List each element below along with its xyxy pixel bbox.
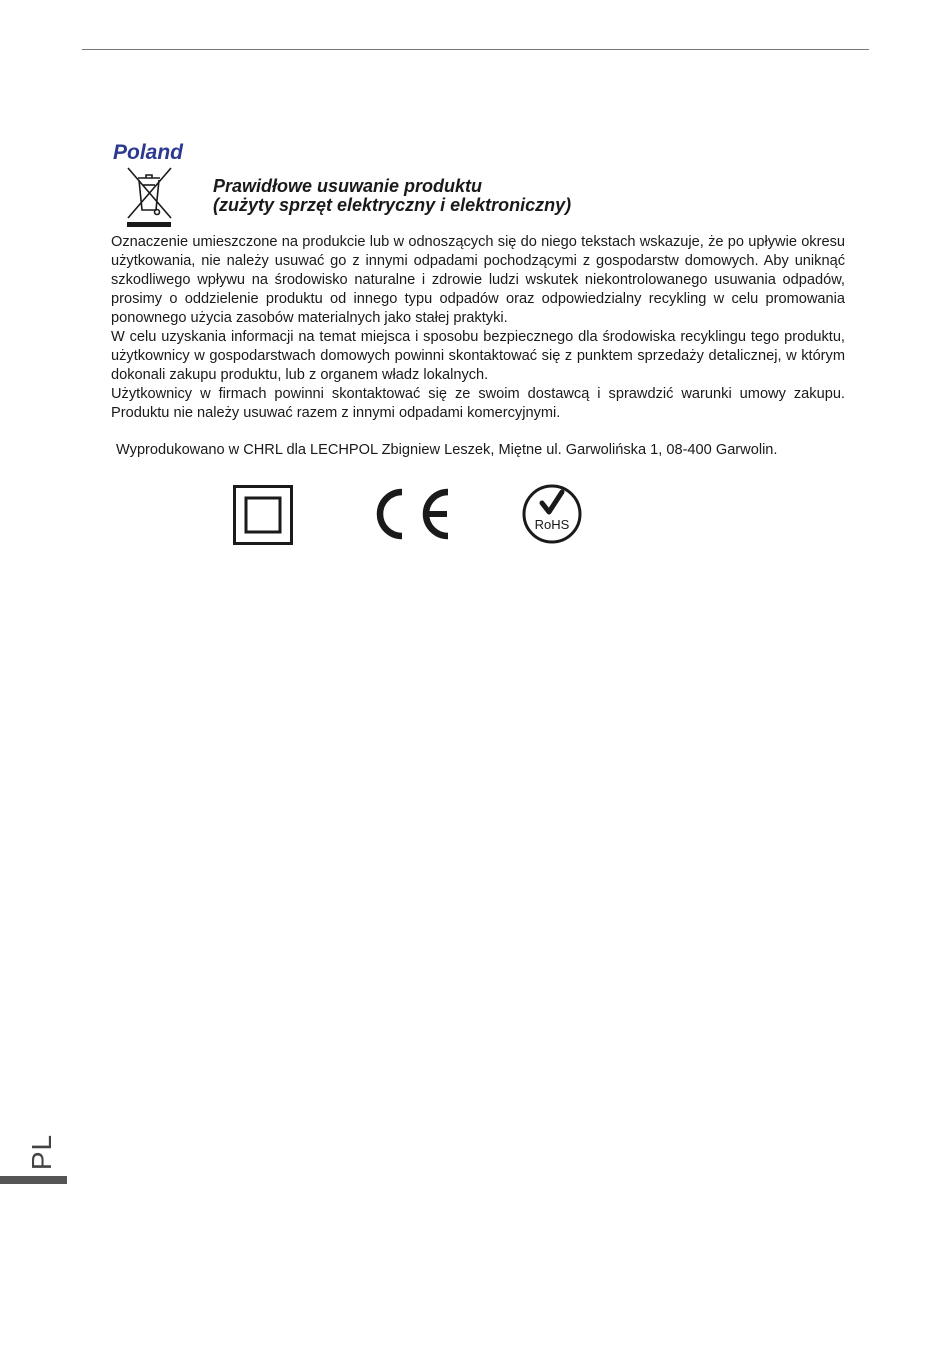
rohs-check-icon <box>521 483 583 545</box>
top-divider <box>82 49 869 50</box>
heading-line-1: Prawidłowe usuwanie produktu <box>213 176 483 196</box>
crossed-out-wheelie-bin-icon <box>121 165 177 229</box>
paragraph-household-users: W celu uzyskania informacji na temat miejsca i sposobu bezpiecznego dla środowiska recyklingu tego produktu, użytkownicy w gospodarstwach domowych powinni skontaktować się z punktem sprzedaży detalicznej, w którym dokonali zakupu produktu, lub z organem władz lokalnych. <box>111 329 845 383</box>
language-tab-bar <box>0 1176 67 1184</box>
double-insulation-icon <box>233 485 293 545</box>
disposal-body <box>111 233 845 423</box>
country-title: Poland <box>113 141 184 164</box>
language-tab <box>22 1131 62 1173</box>
heading-line-2: (zużyty sprzęt elektryczny i elektroniczny) <box>213 195 572 215</box>
paragraph-business-users: Użytkownicy w firmach powinni skontaktować się ze swoim dostawcą i sprawdzić warunki umowy zakupu. Produktu nie należy usuwać razem z innymi odpadami komercyjnymi. <box>111 386 845 421</box>
ce-mark-icon <box>369 486 451 542</box>
language-tab-label: PL <box>26 1133 57 1171</box>
paragraph-disposal-notice: Oznaczenie umieszczone na produkcie lub w odnoszących się do niego tekstach wskazuje, że po upływie okresu użytkowania, nie należy usuwać go z innymi odpadami pochodzącymi z gospodarstw domowych. Aby uniknąć szkodliwego wpływu na środowisko naturalne i zdrowie ludzi wskutek niekontrolowanego usuwania odpadów, prosimy o oddzielenie produktu od innego typu odpadów oraz odpowiedzialny recykling w celu promowania ponownego użycia zasobów materialnych jako stałej praktyki. <box>111 234 845 326</box>
rohs-label: RoHS <box>534 517 570 532</box>
disposal-heading <box>213 177 571 215</box>
manufacturer-info: Wyprodukowano w CHRL dla LECHPOL Zbigniew Leszek, Miętne ul. Garwolińska 1, 08-400 Garwolin. <box>116 442 778 458</box>
